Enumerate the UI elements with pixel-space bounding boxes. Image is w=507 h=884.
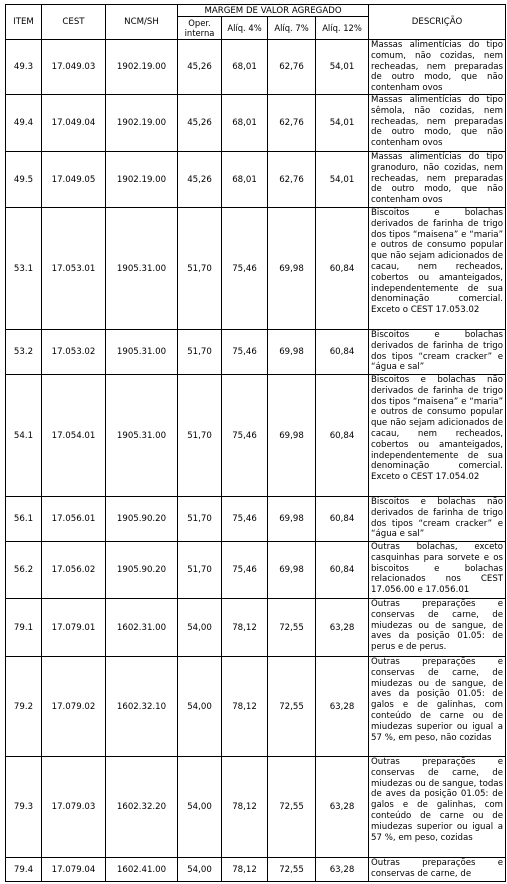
cell-aliq4: 75,46 bbox=[222, 497, 268, 542]
header-oper-interna: Oper. interna bbox=[178, 17, 222, 40]
cell-item: 79.2 bbox=[6, 657, 42, 757]
cell-oper-interna: 45,26 bbox=[178, 95, 222, 152]
cell-descricao: Biscoitos e bolachas não derivados de farinha de trigo dos tipos “cream cracker” e “água e sal” bbox=[369, 497, 506, 542]
cell-item: 56.1 bbox=[6, 497, 42, 542]
cell-aliq4: 68,01 bbox=[222, 40, 268, 95]
cell-cest: 17.049.05 bbox=[42, 152, 106, 208]
cell-descricao: Massas alimentícias do tipo comum, não cozidas, nem recheadas, nem preparadas de outro modo, que não contenham ovos bbox=[369, 40, 506, 95]
cell-item: 56.2 bbox=[6, 542, 42, 599]
table-row bbox=[6, 330, 506, 375]
table-row bbox=[6, 542, 506, 599]
cell-item: 79.3 bbox=[6, 757, 42, 858]
cell-aliq7: 72,55 bbox=[268, 757, 316, 858]
cell-cest: 17.079.04 bbox=[42, 858, 106, 882]
cell-ncm: 1602.32.10 bbox=[106, 657, 178, 757]
cell-ncm: 1905.31.00 bbox=[106, 208, 178, 330]
cell-cest: 17.053.02 bbox=[42, 330, 106, 375]
cell-aliq12: 60,84 bbox=[316, 208, 369, 330]
cell-oper-interna: 54,00 bbox=[178, 599, 222, 657]
cell-descricao: Outras preparações e conservas de carne, de miudezas ou de sangue, de aves da posição 01.05: de galos e de galinhas, com conteúdo de carne ou de miudezas superior ou igual a 57 %, em peso, não cozidas bbox=[369, 657, 506, 757]
cell-aliq12: 60,84 bbox=[316, 330, 369, 375]
cell-cest: 17.056.02 bbox=[42, 542, 106, 599]
cell-aliq12: 54,01 bbox=[316, 152, 369, 208]
cell-aliq4: 75,46 bbox=[222, 330, 268, 375]
cell-aliq7: 69,98 bbox=[268, 375, 316, 497]
cell-aliq4: 68,01 bbox=[222, 152, 268, 208]
cell-descricao: Biscoitos e bolachas derivados de farinha de trigo dos tipos “cream cracker” e “água e sal” bbox=[369, 330, 506, 375]
cell-cest: 17.056.01 bbox=[42, 497, 106, 542]
table-row bbox=[6, 40, 506, 95]
table-row bbox=[6, 497, 506, 542]
cell-oper-interna: 51,70 bbox=[178, 375, 222, 497]
cell-ncm: 1902.19.00 bbox=[106, 40, 178, 95]
cell-aliq4: 75,46 bbox=[222, 208, 268, 330]
cell-oper-interna: 51,70 bbox=[178, 208, 222, 330]
cell-oper-interna: 54,00 bbox=[178, 858, 222, 882]
cell-aliq12: 63,28 bbox=[316, 599, 369, 657]
cell-aliq4: 78,12 bbox=[222, 757, 268, 858]
cell-descricao: Massas alimentícias do tipo sêmola, não cozidas, nem recheadas, nem preparadas de outro modo, que não contenham ovos bbox=[369, 95, 506, 152]
cell-aliq7: 62,76 bbox=[268, 95, 316, 152]
table-row bbox=[6, 375, 506, 497]
header-descricao: DESCRIÇÃO bbox=[369, 5, 506, 40]
cell-oper-interna: 51,70 bbox=[178, 542, 222, 599]
cell-aliq4: 78,12 bbox=[222, 858, 268, 882]
cell-oper-interna: 54,00 bbox=[178, 757, 222, 858]
cell-oper-interna: 45,26 bbox=[178, 40, 222, 95]
cell-item: 49.3 bbox=[6, 40, 42, 95]
cell-ncm: 1602.32.20 bbox=[106, 757, 178, 858]
cell-aliq7: 69,98 bbox=[268, 208, 316, 330]
header-aliq4: Alíq. 4% bbox=[222, 17, 268, 40]
cell-aliq4: 78,12 bbox=[222, 599, 268, 657]
header-ncm: NCM/SH bbox=[106, 5, 178, 40]
cell-ncm: 1602.31.00 bbox=[106, 599, 178, 657]
cell-descricao: Outras bolachas, exceto casquinhas para sorvete e os biscoitos e bolachas relacionados nos CEST 17.056.00 e 17.056.01 bbox=[369, 542, 506, 599]
cell-aliq7: 69,98 bbox=[268, 330, 316, 375]
cell-aliq12: 54,01 bbox=[316, 40, 369, 95]
cell-aliq4: 75,46 bbox=[222, 542, 268, 599]
table-row bbox=[6, 657, 506, 757]
cell-item: 79.4 bbox=[6, 858, 42, 882]
cell-oper-interna: 54,00 bbox=[178, 657, 222, 757]
cell-oper-interna: 51,70 bbox=[178, 330, 222, 375]
cell-item: 79.1 bbox=[6, 599, 42, 657]
cell-cest: 17.054.01 bbox=[42, 375, 106, 497]
table-row bbox=[6, 858, 506, 882]
mva-table bbox=[5, 4, 506, 882]
cell-oper-interna: 45,26 bbox=[178, 152, 222, 208]
cell-aliq7: 62,76 bbox=[268, 152, 316, 208]
cell-cest: 17.049.03 bbox=[42, 40, 106, 95]
cell-descricao: Outras preparações e conservas de carne, de bbox=[369, 858, 506, 882]
cell-aliq7: 72,55 bbox=[268, 858, 316, 882]
cell-cest: 17.053.01 bbox=[42, 208, 106, 330]
cell-aliq4: 78,12 bbox=[222, 657, 268, 757]
cell-aliq7: 69,98 bbox=[268, 542, 316, 599]
cell-item: 53.2 bbox=[6, 330, 42, 375]
cell-aliq12: 63,28 bbox=[316, 757, 369, 858]
cell-cest: 17.079.02 bbox=[42, 657, 106, 757]
cell-aliq7: 69,98 bbox=[268, 497, 316, 542]
table-row bbox=[6, 599, 506, 657]
cell-ncm: 1902.19.00 bbox=[106, 152, 178, 208]
cell-ncm: 1905.31.00 bbox=[106, 375, 178, 497]
header-aliq7: Alíq. 7% bbox=[268, 17, 316, 40]
cell-oper-interna: 51,70 bbox=[178, 497, 222, 542]
cell-item: 49.5 bbox=[6, 152, 42, 208]
cell-aliq12: 63,28 bbox=[316, 657, 369, 757]
cell-aliq12: 60,84 bbox=[316, 375, 369, 497]
cell-cest: 17.079.03 bbox=[42, 757, 106, 858]
cell-ncm: 1905.90.20 bbox=[106, 497, 178, 542]
cell-aliq12: 60,84 bbox=[316, 542, 369, 599]
cell-aliq12: 60,84 bbox=[316, 497, 369, 542]
cell-ncm: 1905.31.00 bbox=[106, 330, 178, 375]
cell-cest: 17.079.01 bbox=[42, 599, 106, 657]
header-aliq12: Alíq. 12% bbox=[316, 17, 369, 40]
cell-aliq7: 62,76 bbox=[268, 40, 316, 95]
cell-descricao: Biscoitos e bolachas derivados de farinha de trigo dos tipos “maisena” e “maria” e outros de consumo popular que não sejam adicionados de cacau, nem recheados, cobertos ou amanteigados, independentemente de sua denominação comercial. Exceto o CEST 17.053.02 bbox=[369, 208, 506, 330]
cell-item: 53.1 bbox=[6, 208, 42, 330]
cell-aliq7: 72,55 bbox=[268, 657, 316, 757]
header-margin-group: MARGEM DE VALOR AGREGADO bbox=[178, 5, 369, 17]
table-row bbox=[6, 208, 506, 330]
cell-item: 49.4 bbox=[6, 95, 42, 152]
cell-descricao: Outras preparações e conservas de carne, de miudezas ou de sangue, de aves da posição 01.05: de perus e de perus. bbox=[369, 599, 506, 657]
cell-aliq12: 63,28 bbox=[316, 858, 369, 882]
table-row bbox=[6, 757, 506, 858]
cell-ncm: 1602.41.00 bbox=[106, 858, 178, 882]
cell-aliq12: 54,01 bbox=[316, 95, 369, 152]
table-row bbox=[6, 152, 506, 208]
cell-ncm: 1905.90.20 bbox=[106, 542, 178, 599]
cell-aliq4: 75,46 bbox=[222, 375, 268, 497]
cell-item: 54.1 bbox=[6, 375, 42, 497]
cell-ncm: 1902.19.00 bbox=[106, 95, 178, 152]
header-item: ITEM bbox=[6, 5, 42, 40]
cell-descricao: Biscoitos e bolachas não derivados de farinha de trigo dos tipos “maisena” e “maria” e outros de consumo popular que não sejam adicionados de cacau, nem recheados, cobertos ou amanteigados, independentemente de sua denominação comercial. Exceto o CEST 17.054.02 bbox=[369, 375, 506, 497]
cell-descricao: Outras preparações e conservas de carne, de miudezas ou de sangue, todas de aves da posição 01.05: de galos e de galinhas, com conteúdo de carne ou de miudezas superior ou igual a 57 %, em peso, cozidas bbox=[369, 757, 506, 858]
cell-aliq7: 72,55 bbox=[268, 599, 316, 657]
header-cest: CEST bbox=[42, 5, 106, 40]
cell-descricao: Massas alimentícias do tipo granoduro, não cozidas, nem recheadas, nem preparadas de outro modo, que não contenham ovos bbox=[369, 152, 506, 208]
cell-aliq4: 68,01 bbox=[222, 95, 268, 152]
cell-cest: 17.049.04 bbox=[42, 95, 106, 152]
table-row bbox=[6, 95, 506, 152]
